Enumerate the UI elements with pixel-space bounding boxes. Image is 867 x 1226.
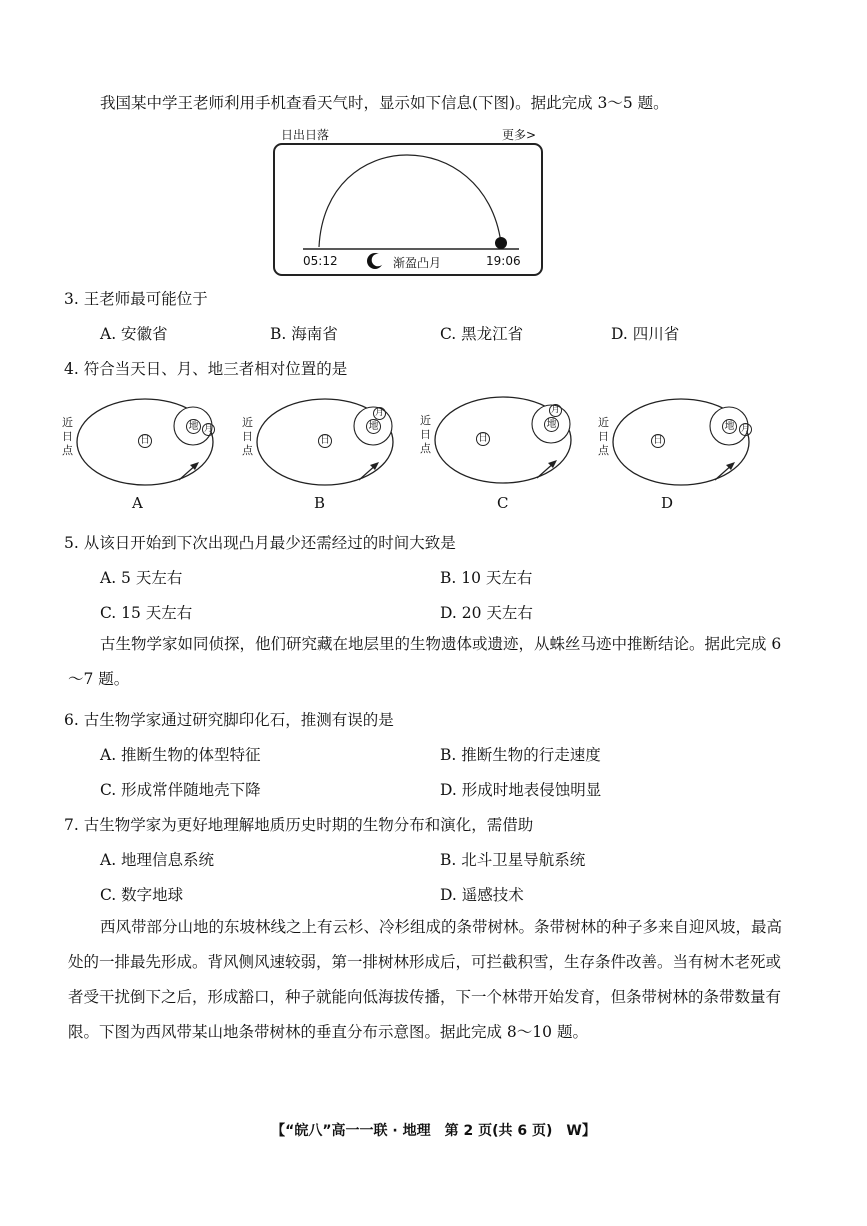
q5-option-c[interactable]: C. 15 天左右 [100, 604, 193, 622]
question-5-stem: 5. 从该日开始到下次出现凸月最少还需经过的时间大致是 [64, 534, 456, 552]
question-6-stem: 6. 古生物学家通过研究脚印化石，推测有误的是 [64, 711, 394, 729]
question-3-stem: 3. 王老师最可能位于 [64, 290, 208, 308]
q7-option-a[interactable]: A. 地理信息系统 [100, 851, 215, 869]
q5-option-d[interactable]: D. 20 天左右 [440, 604, 533, 622]
q6-option-d[interactable]: D. 形成时地表侵蚀明显 [440, 781, 602, 799]
question-4-stem: 4. 符合当天日、月、地三者相对位置的是 [64, 360, 348, 378]
q7-option-b[interactable]: B. 北斗卫星导航系统 [440, 851, 586, 869]
widget-title: 日出日落 [281, 128, 330, 142]
moon-icon: 月 [374, 408, 384, 418]
orbit-diagram-c[interactable] [418, 390, 588, 490]
earth-icon: 地 [544, 417, 559, 432]
q3-option-d[interactable]: D. 四川省 [611, 325, 680, 343]
diagram-label-a: A [132, 494, 143, 512]
orbit-diagram-d[interactable] [596, 392, 766, 492]
earth-icon: 地 [366, 419, 381, 434]
q6-option-a[interactable]: A. 推断生物的体型特征 [100, 746, 261, 764]
q6-option-c[interactable]: C. 形成常伴随地壳下降 [100, 781, 261, 799]
q5-option-a[interactable]: A. 5 天左右 [100, 569, 183, 587]
sunset-time: 19:06 [486, 254, 521, 268]
near-point-label: 近 日 点 [62, 416, 73, 457]
earth-icon: 地 [186, 419, 201, 434]
q6-option-b[interactable]: B. 推断生物的行走速度 [440, 746, 601, 764]
q3-option-c[interactable]: C. 黑龙江省 [440, 325, 524, 343]
widget-more-link[interactable]: 更多> [502, 128, 537, 142]
sun-dot-icon [495, 237, 507, 249]
earth-icon: 地 [722, 419, 737, 434]
question-7-stem: 7. 古生物学家为更好地理解地质历史时期的生物分布和演化，需借助 [64, 816, 534, 834]
diagram-label-d: D [661, 494, 674, 512]
intro-8-10: 西风带部分山地的东坡林线之上有云杉、冷杉组成的条带树林。条带树林的种子多来自迎风坡，最高处的一排最先形成。背风侧风速较弱，第一排树林形成后，可拦截积雪，生存条件改善。当有树木老死或者受干扰倒下之后，形成豁口，种子就能向低海拔传播，下一个林带开始发育，但条带树林的条带数量有限。下图为西风带某山地条带树林的垂直分布示意图。据此完成 8～10 题。 [68, 918, 783, 1041]
q3-option-a[interactable]: A. 安徽省 [100, 325, 168, 343]
sun-icon: 日 [140, 435, 150, 446]
moon-icon: 月 [550, 405, 560, 415]
sun-icon: 日 [478, 433, 488, 444]
page-footer: 【“皖八”高一一联 · 地理 第 2 页(共 6 页) W】 [271, 1123, 596, 1139]
near-point-label: 近 日 点 [420, 414, 431, 455]
diagram-label-b: B [314, 494, 326, 512]
moon-icon: 月 [740, 424, 750, 434]
weather-widget [273, 143, 543, 276]
moon-phase-label: 渐盈凸月 [393, 256, 442, 270]
sun-icon: 日 [653, 435, 663, 446]
q7-option-d[interactable]: D. 遥感技术 [440, 886, 524, 904]
near-point-label: 近 日 点 [242, 416, 253, 457]
intro-6-7: 古生物学家如同侦探，他们研究藏在地层里的生物遗体或遗迹，从蛛丝马迹中推断结论。据此完成 6～7 题。 [68, 635, 782, 688]
q5-option-b[interactable]: B. 10 天左右 [440, 569, 533, 587]
near-point-label: 近 日 点 [598, 416, 609, 457]
orbit-diagram-b[interactable] [240, 392, 410, 492]
q3-option-b[interactable]: B. 海南省 [270, 325, 338, 343]
q7-option-c[interactable]: C. 数字地球 [100, 886, 184, 904]
moon-icon: 月 [203, 424, 213, 434]
intro-3-5: 我国某中学王老师利用手机查看天气时，显示如下信息(下图)。据此完成 3～5 题。 [100, 94, 669, 112]
sunrise-time: 05:12 [303, 254, 338, 268]
orbit-diagram-a[interactable] [60, 392, 230, 492]
sun-icon: 日 [320, 435, 330, 446]
diagram-label-c: C [497, 494, 509, 512]
